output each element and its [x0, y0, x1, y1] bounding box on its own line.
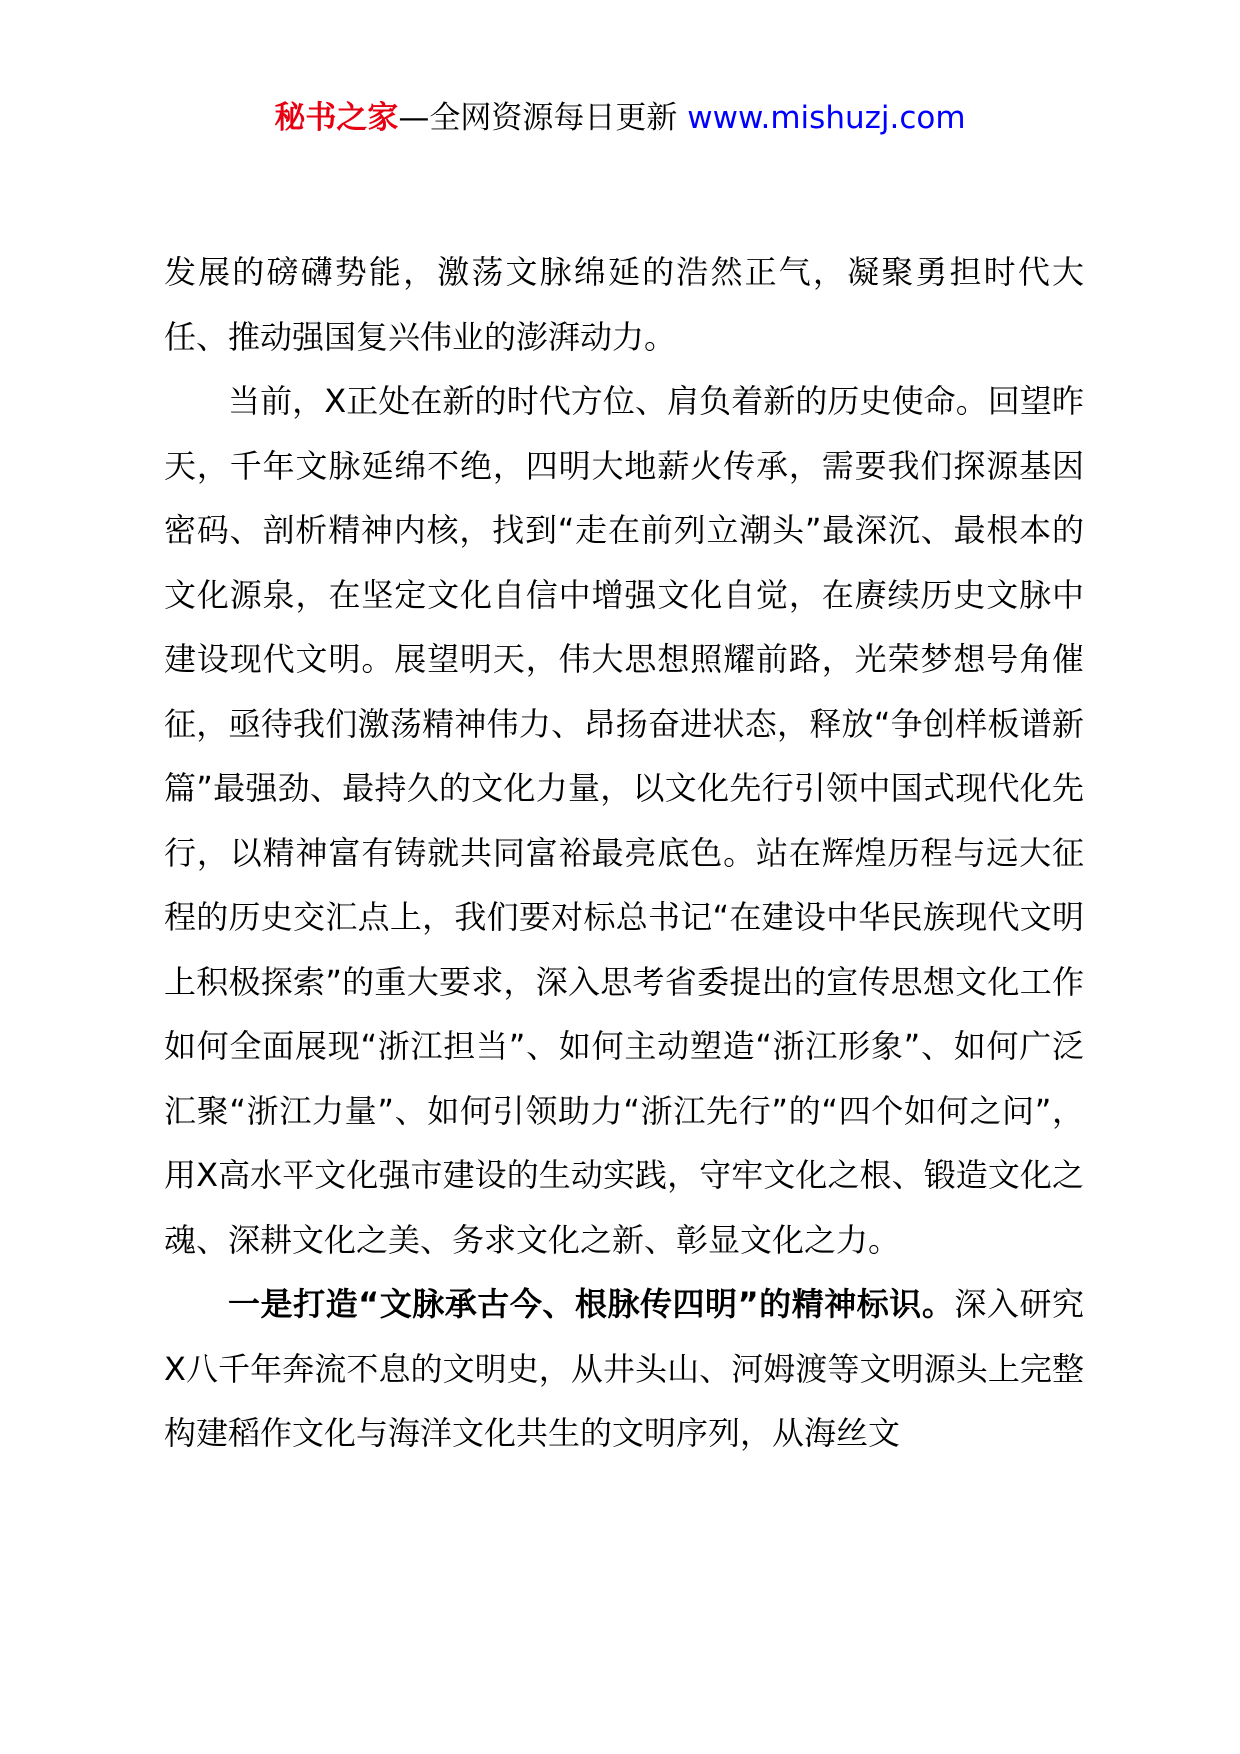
site-url-link[interactable]: www.mishuzj.com [687, 100, 966, 136]
point-one-text: 深入研究X八千年奔流不息的文明史，从井头山、河姆渡等文明源头上完整构建稻作文化与海洋文化共生的文明序列，从海丝文 [164, 1285, 1084, 1452]
paragraph-point-one [164, 1272, 1084, 1466]
point-one-heading: 一是打造“文脉承古今、根脉传四明”的精神标识。 [228, 1285, 955, 1323]
paragraph-current-situation: 当前，X正处在新的时代方位、肩负着新的历史使命。回望昨天，千年文脉延绵不绝，四明大地薪火传承，需要我们探源基因密码、剖析精神内核，找到“走在前列立潮头”最深沉、最根本的文化源泉，在坚定文化自信中增强文化自觉，在赓续历史文脉中建设现代文明。展望明天，伟大思想照耀前路，光荣梦想号角催征，亟待我们激荡精神伟力、昂扬奋进状态，释放“争创样板谱新篇”最强劲、最持久的文化力量，以文化先行引领中国式现代化先行，以精神富有铸就共同富裕最亮底色。站在辉煌历程与远大征程的历史交汇点上，我们要对标总书记“在建设中华民族现代文明上积极探索”的重大要求，深入思考省委提出的宣传思想文化工作如何全面展现“浙江担当”、如何主动塑造“浙江形象”、如何广泛汇聚“浙江力量”、如何引领助力“浙江先行”的“四个如何之问”，用X高水平文化强市建设的生动实践，守牢文化之根、锻造文化之魂、深耕文化之美、务求文化之新、彰显文化之力。 [164, 382, 1084, 1259]
site-brand: 秘书之家 [274, 100, 399, 136]
site-tagline: —全网资源每日更新 [398, 100, 688, 136]
paragraph-continuation: 发展的磅礴势能，激荡文脉绵延的浩然正气，凝聚勇担时代大任、推动强国复兴伟业的澎湃动力。 [164, 253, 1084, 356]
site-header [0, 98, 1240, 138]
document-body [164, 240, 1084, 1466]
